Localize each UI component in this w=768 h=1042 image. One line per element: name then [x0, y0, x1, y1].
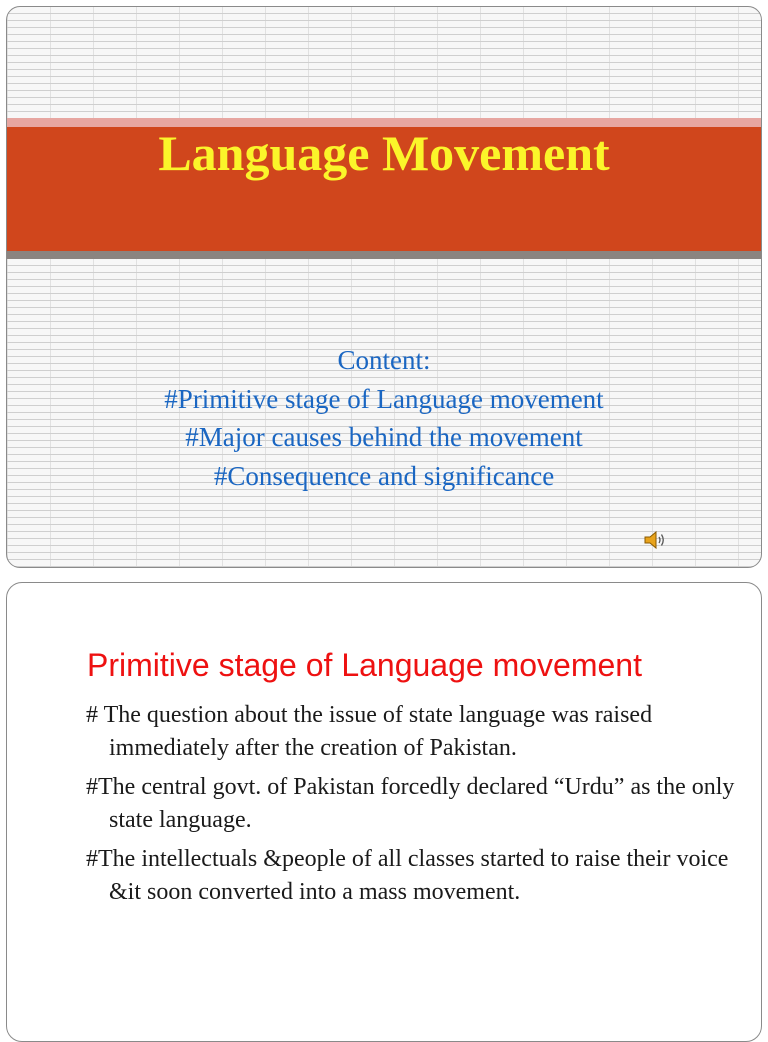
bullet-item: #The central govt. of Pakistan forcedly declared “Urdu” as the only state language. [86, 774, 735, 833]
bullet-item: #The intellectuals &people of all classes started to raise their voice &it soon converted into a mass movement. [86, 846, 729, 905]
content-item: #Consequence and significance [213, 460, 555, 491]
content-item: #Primitive stage of Language movement [164, 383, 604, 414]
content-item: #Major causes behind the movement [185, 422, 583, 452]
bullet-item: # The question about the issue of state language was raised immediately after the creation of Pakistan. [86, 702, 653, 761]
title-slide [6, 6, 762, 568]
speaker-icon[interactable] [643, 529, 667, 551]
bullet-list [86, 699, 746, 915]
content-list [7, 341, 761, 495]
content-slide [6, 582, 762, 1042]
slide-title: Language Movement [158, 125, 610, 181]
content-heading: Content: [337, 345, 431, 375]
slide-heading: Primitive stage of Language movement [87, 647, 642, 683]
banner-bottom-strip [7, 251, 761, 259]
